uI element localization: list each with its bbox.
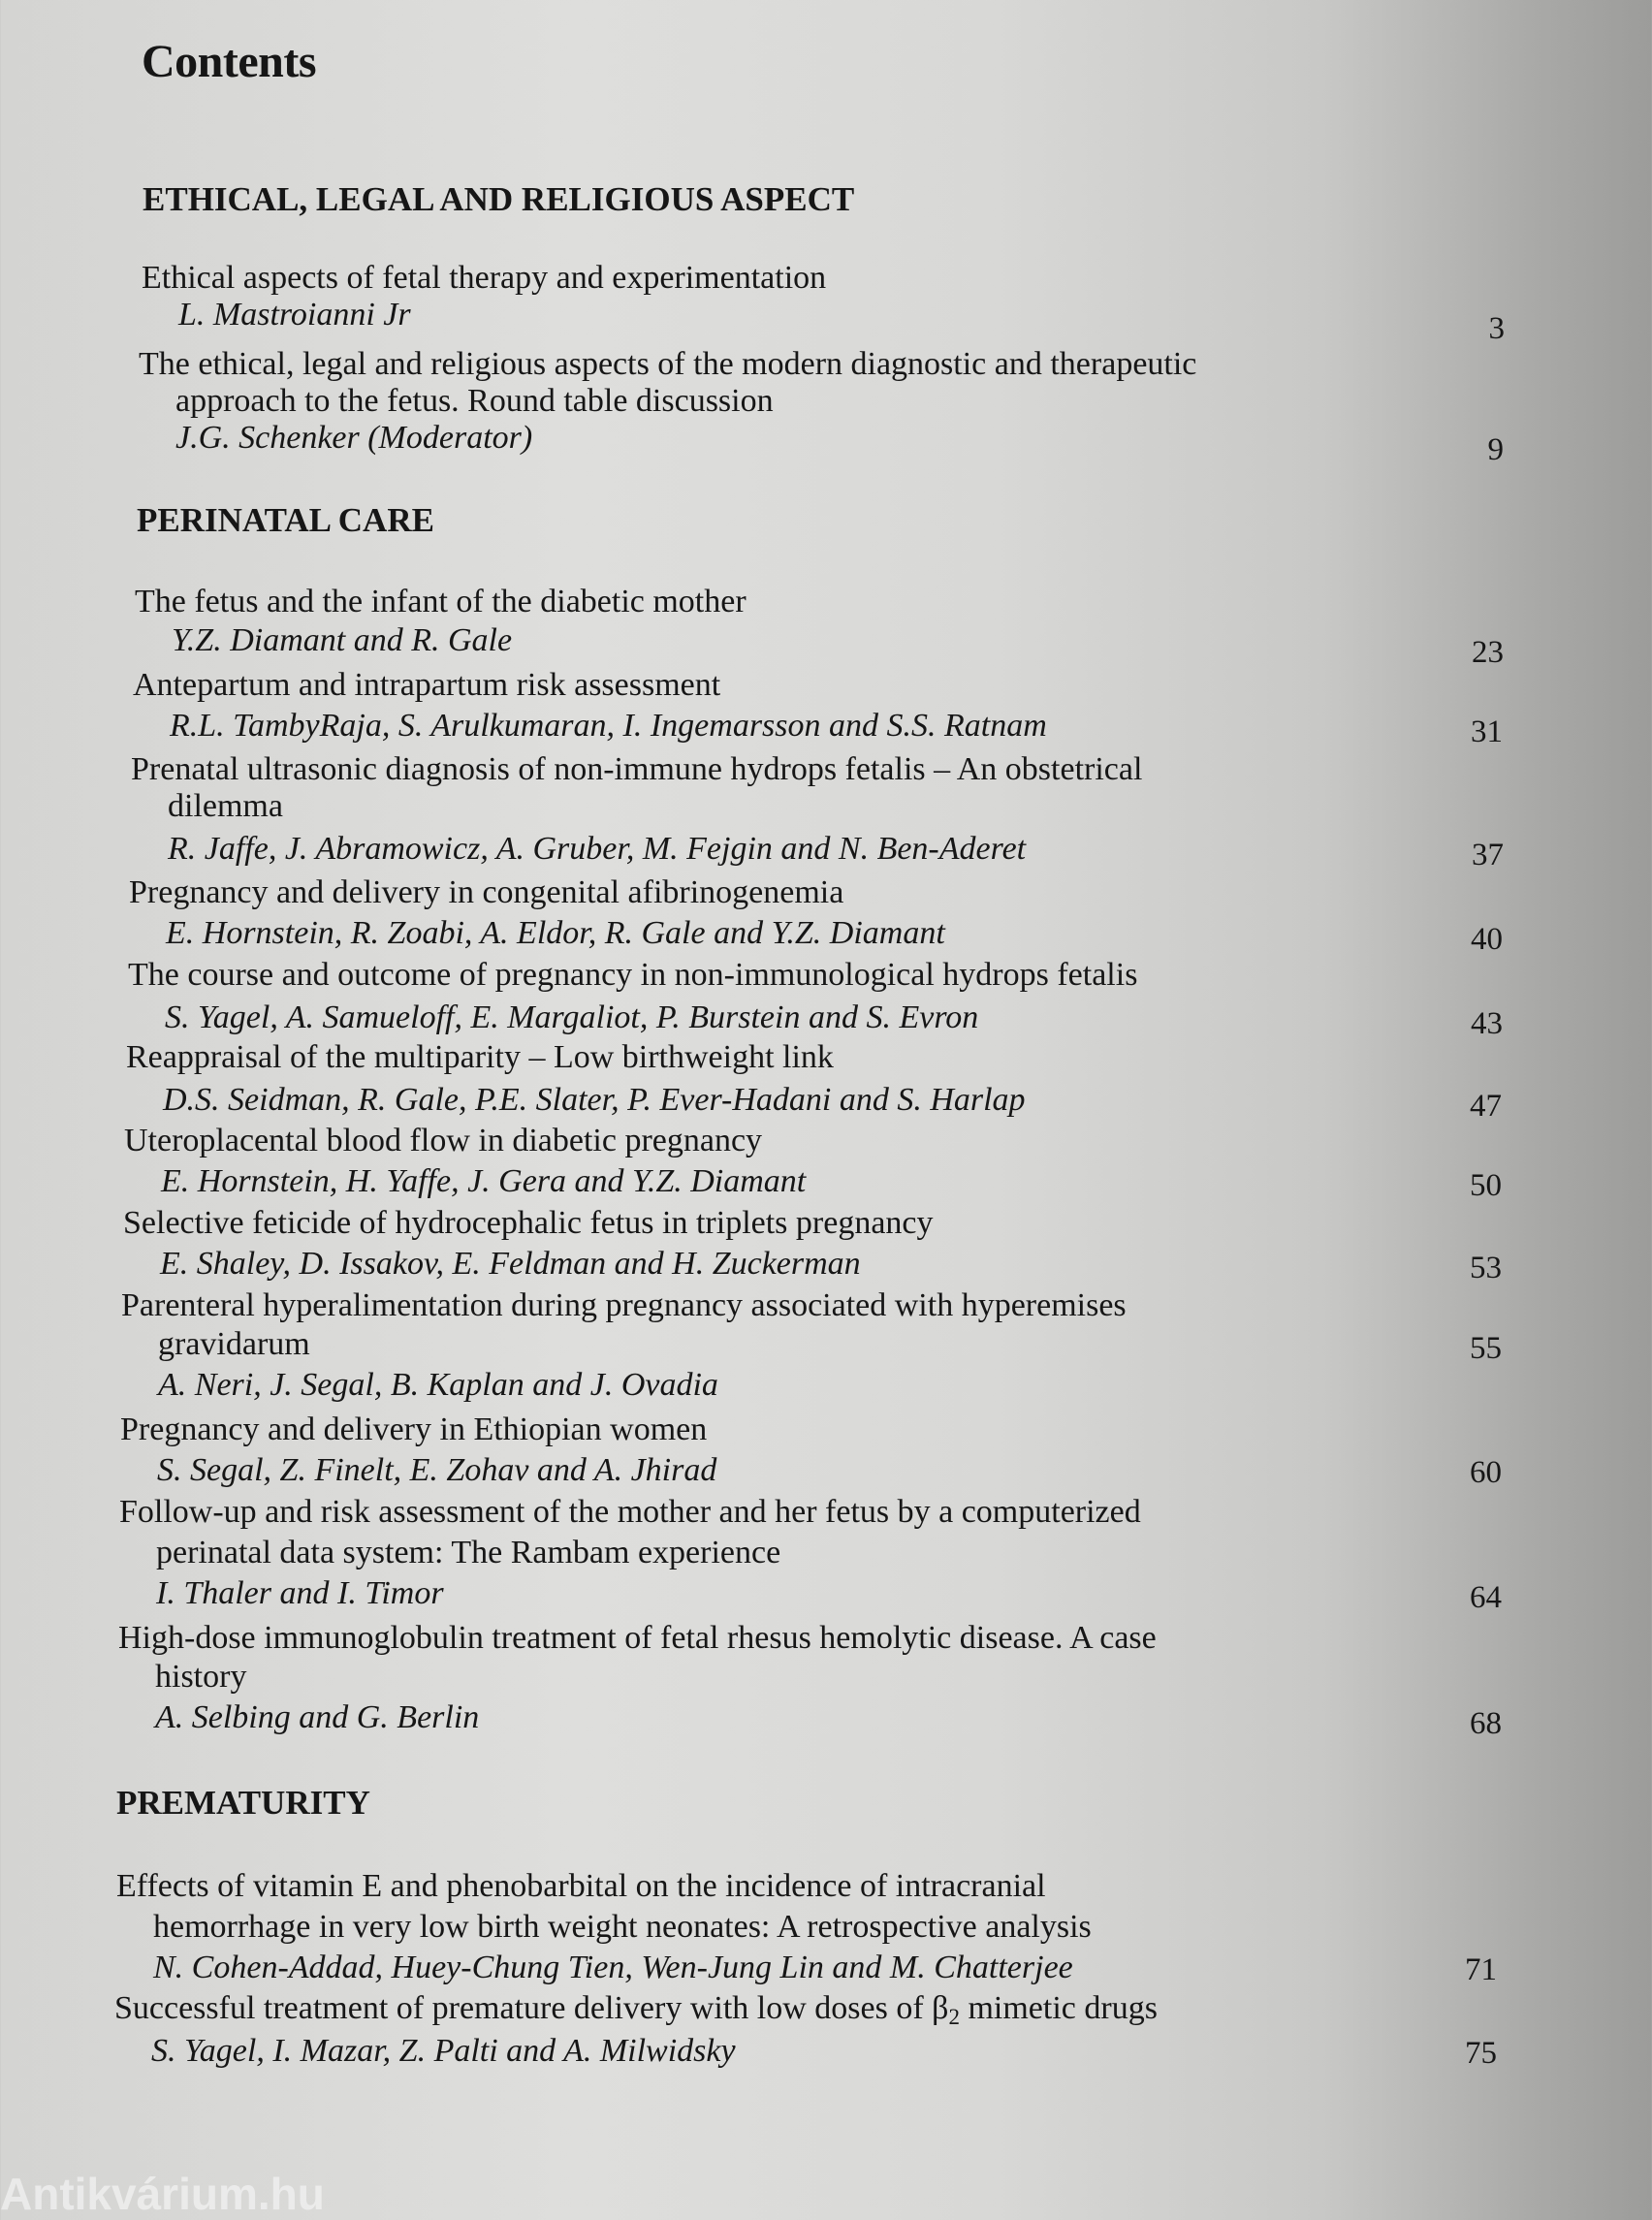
toc-entry [128,957,1503,1044]
entry-title: Antepartum and intrapartum risk assessment [133,667,721,703]
entry-title: Ethical aspects of fetal therapy and experimentation [142,260,827,296]
entry-authors: A. Selbing and G. Berlin [155,1699,480,1735]
entry-page-number: 47 [1470,1089,1502,1124]
entry-authors: S. Segal, Z. Finelt, E. Zohav and A. Jhirad [157,1452,717,1488]
entry-page-number: 43 [1471,1006,1503,1041]
entry-authors: S. Yagel, I. Mazar, Z. Palti and A. Milwidsky [151,2033,736,2069]
entry-authors: S. Yagel, A. Samueloff, E. Margaliot, P. Burstein and S. Evron [165,999,979,1035]
entry-title: Parenteral hyperalimentation during pregnancy associated with hyperemises [121,1287,1127,1323]
entry-page-number: 40 [1471,922,1503,957]
entry-page-number: 71 [1465,1952,1497,1987]
entry-authors: R. Jaffe, J. Abramowicz, A. Gruber, M. Fejgin and N. Ben-Aderet [168,831,1027,867]
entry-page-number: 55 [1470,1331,1502,1366]
entry-title-continued: hemorrhage in very low birth weight neonates: A retrospective analysis [153,1909,1092,1945]
toc-entry [131,751,1504,872]
entry-authors: Y.Z. Diamant and R. Gale [172,622,513,658]
toc-entry [118,1620,1502,1741]
entry-title: Effects of vitamin E and phenobarbital on the incidence of intracranial [116,1868,1046,1904]
entry-page-number: 64 [1470,1580,1502,1615]
entry-page-number: 68 [1470,1706,1502,1741]
entry-title: The fetus and the infant of the diabetic mother [135,584,747,619]
entry-title-text: Successful treatment of premature delivery with low doses of β [114,1990,949,2026]
toc-entry [123,1205,1502,1292]
entry-title-continued: dilemma [168,788,283,824]
entry-title: The course and outcome of pregnancy in non-immunological hydrops fetalis [128,957,1138,993]
entry-authors: E. Hornstein, R. Zoabi, A. Eldor, R. Gale and Y.Z. Diamant [166,915,945,951]
toc-entry [135,584,1504,671]
entry-page-number: 23 [1472,635,1504,670]
entry-authors: L. Mastroianni Jr [178,297,411,333]
section-heading-prematurity: PREMATURITY [116,1784,370,1822]
toc-entry [124,1123,1502,1210]
watermark: Antikvárium.hu [0,2169,325,2219]
entry-title: Pregnancy and delivery in congenital afibrinogenemia [129,874,844,910]
toc-entry [120,1411,1502,1499]
entry-title: Follow-up and risk assessment of the mother and her fetus by a computerized [119,1494,1141,1530]
entry-title-text-end: mimetic drugs [959,1990,1158,2026]
entry-page-number: 3 [1488,311,1505,346]
toc-entry [116,1868,1497,1994]
entry-authors: E. Shaley, D. Issakov, E. Feldman and H. Zuckerman [160,1246,861,1282]
toc-entry [121,1287,1502,1403]
toc-entry [126,1039,1502,1126]
entry-authors: D.S. Seidman, R. Gale, P.E. Slater, P. Ever-Hadani and S. Harlap [163,1082,1026,1118]
entry-title: Selective feticide of hydrocephalic fetus in triplets pregnancy [123,1205,934,1241]
section-heading-perinatal-care: PERINATAL CARE [137,501,434,539]
entry-authors: I. Thaler and I. Timor [156,1575,444,1611]
entry-title-continued: history [155,1659,247,1695]
page-title: Contents [142,36,317,87]
toc-entry [114,1990,1497,2077]
beta-subscript: 2 [948,2005,960,2029]
entry-title: Pregnancy and delivery in Ethiopian women [120,1411,708,1447]
entry-title-continued: approach to the fetus. Round table discussion [175,383,774,419]
entry-authors: E. Hornstein, H. Yaffe, J. Gera and Y.Z. Diamant [161,1163,807,1199]
entry-title [114,1990,1158,2036]
entry-authors: A. Neri, J. Segal, B. Kaplan and J. Ovadia [158,1367,718,1403]
entry-page-number: 9 [1487,432,1504,467]
entry-page-number: 75 [1465,2036,1497,2071]
toc-entry [119,1494,1502,1615]
toc-entry [133,667,1503,754]
entry-page-number: 31 [1471,714,1503,749]
section-heading-ethical: ETHICAL, LEGAL AND RELIGIOUS ASPECT [143,180,855,218]
entry-authors: J.G. Schenker (Moderator) [175,420,533,456]
entry-title: Uteroplacental blood flow in diabetic pregnancy [124,1123,763,1158]
entry-title: Reappraisal of the multiparity – Low birthweight link [126,1039,834,1075]
entry-page-number: 53 [1470,1251,1502,1285]
entry-title-continued: gravidarum [158,1326,310,1362]
entry-authors: R.L. TambyRaja, S. Arulkumaran, I. Ingemarsson and S.S. Ratnam [170,708,1047,744]
toc-entry [142,260,1505,347]
entry-page-number: 50 [1470,1168,1502,1203]
entry-authors: N. Cohen-Addad, Huey-Chung Tien, Wen-Jung Lin and M. Chatterjee [153,1950,1073,1985]
entry-title: Prenatal ultrasonic diagnosis of non-immune hydrops fetalis – An obstetrical [131,751,1143,787]
entry-page-number: 60 [1470,1455,1502,1490]
toc-entry [129,874,1503,962]
toc-entry [139,346,1504,467]
entry-page-number: 37 [1472,838,1504,872]
entry-title: The ethical, legal and religious aspects of the modern diagnostic and therapeutic [139,346,1197,382]
entry-title-continued: perinatal data system: The Rambam experience [156,1535,781,1570]
entry-title: High-dose immunoglobulin treatment of fetal rhesus hemolytic disease. A case [118,1620,1157,1656]
